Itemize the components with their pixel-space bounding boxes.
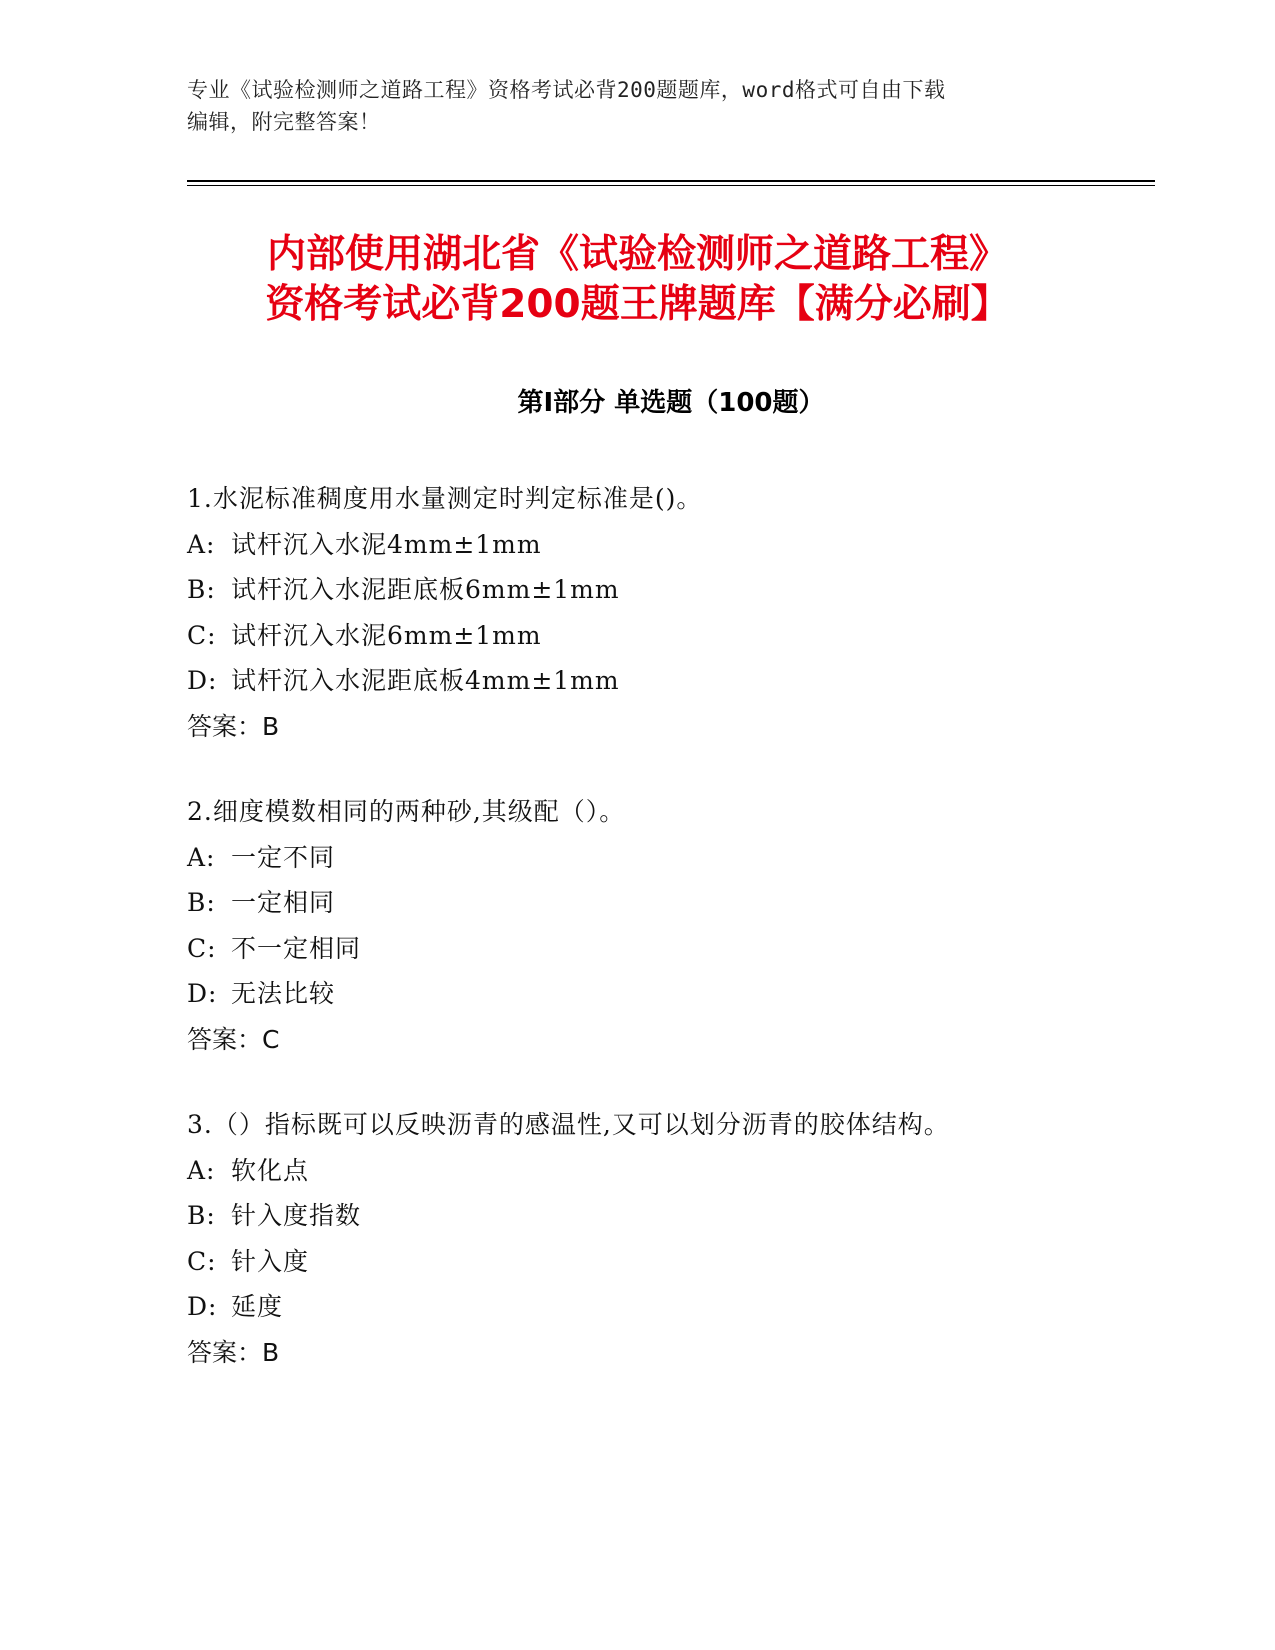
option-b: [187, 567, 1155, 613]
document-title: [130, 230, 1145, 330]
option-letter: C:: [187, 933, 217, 963]
option-text: 试杆沉入水泥距底板4mm±1mm: [231, 666, 620, 695]
option-letter: C:: [187, 620, 217, 650]
option-d: [187, 1284, 1155, 1330]
option-text: 一定相同: [231, 888, 336, 917]
question-list: [187, 476, 1155, 1415]
option-d: [187, 971, 1155, 1017]
option-c: [187, 926, 1155, 972]
option-c: [187, 1239, 1155, 1285]
option-letter: D:: [187, 1292, 218, 1321]
question-item: [187, 1102, 1155, 1375]
option-letter: D:: [187, 979, 218, 1008]
option-a: [187, 1148, 1155, 1194]
option-letter: A:: [187, 529, 216, 559]
option-d: [187, 658, 1155, 704]
option-text: 延度: [231, 1292, 284, 1321]
document-title-line1: 内部使用湖北省《试验检测师之道路工程》: [266, 232, 1008, 277]
answer-line: 答案：B: [187, 1337, 280, 1367]
option-text: 试杆沉入水泥6mm±1mm: [231, 620, 542, 650]
option-letter: D:: [187, 666, 218, 695]
option-text: 一定不同: [231, 842, 336, 872]
option-c: [187, 613, 1155, 659]
answer-line: 答案：B: [187, 711, 280, 741]
header-note-line1: 专业《试验检测师之道路工程》资格考试必背200题题库，word格式可自由下载: [187, 78, 946, 102]
option-b: [187, 880, 1155, 926]
document-title-line2: 资格考试必背200题王牌题库【满分必刷】: [265, 282, 1010, 327]
option-a: [187, 835, 1155, 881]
question-stem: 3.（）指标既可以反映沥青的感温性,又可以划分沥青的胶体结构。: [187, 1110, 950, 1139]
question-stem: 1.水泥标准稠度用水量测定时判定标准是()。: [187, 484, 703, 513]
header-note: [187, 74, 1067, 138]
question-item: [187, 476, 1155, 749]
option-letter: B:: [187, 575, 216, 604]
option-letter: A:: [187, 842, 216, 872]
option-letter: B:: [187, 888, 216, 917]
option-letter: A:: [187, 1155, 216, 1185]
question-stem: 2.细度模数相同的两种砂,其级配（）。: [187, 797, 626, 826]
header-divider-thin: [187, 185, 1155, 186]
question-item: [187, 789, 1155, 1062]
option-letter: B:: [187, 1201, 216, 1230]
option-text: 试杆沉入水泥距底板6mm±1mm: [231, 575, 620, 604]
option-a: [187, 522, 1155, 568]
option-text: 针入度: [231, 1246, 310, 1276]
option-text: 针入度指数: [231, 1201, 362, 1230]
section-title: 第I部分 单选题（100题）: [517, 388, 825, 418]
option-text: 试杆沉入水泥4mm±1mm: [231, 529, 542, 559]
option-letter: C:: [187, 1246, 217, 1276]
option-b: [187, 1193, 1155, 1239]
header-note-line2: 编辑，附完整答案！: [187, 110, 381, 134]
option-text: 软化点: [231, 1155, 310, 1185]
answer-line: 答案：C: [187, 1024, 280, 1054]
header-divider-thick: [187, 180, 1155, 182]
option-text: 无法比较: [231, 979, 336, 1008]
option-text: 不一定相同: [231, 933, 362, 963]
